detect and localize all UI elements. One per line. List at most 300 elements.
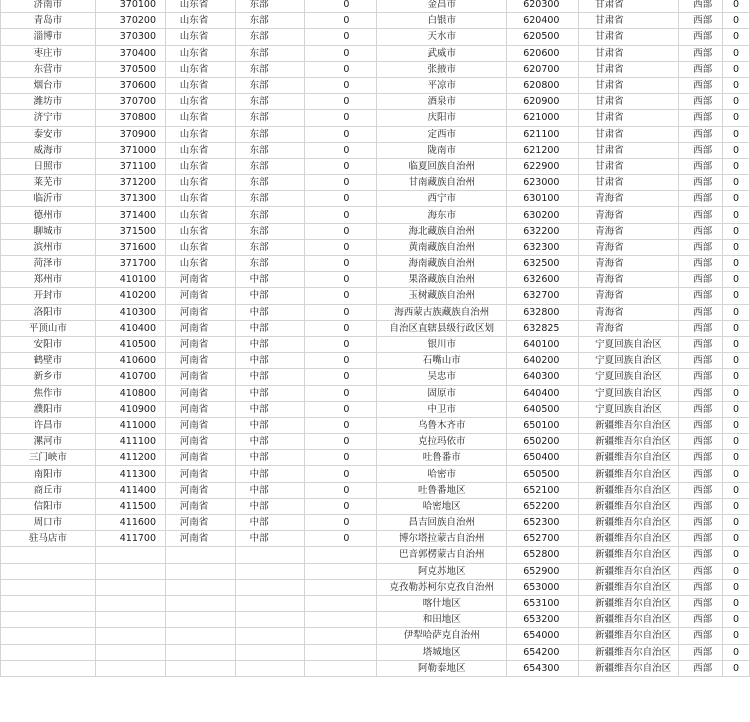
province-cell[interactable]: 山东省 [165, 191, 235, 207]
province-cell[interactable]: 河南省 [165, 450, 235, 466]
province-cell[interactable]: 河南省 [165, 434, 235, 450]
city-cell[interactable]: 酒泉市 [377, 94, 507, 110]
province-cell[interactable]: 宁夏回族自治区 [579, 336, 679, 352]
code-cell[interactable] [95, 644, 165, 660]
region-cell[interactable]: 西部 [679, 142, 723, 158]
region-cell[interactable]: 西部 [679, 13, 723, 29]
flag-cell[interactable]: 0 [305, 353, 377, 369]
code-cell[interactable]: 411700 [95, 531, 165, 547]
flag-cell[interactable]: 0 [305, 320, 377, 336]
province-cell[interactable]: 甘肃省 [579, 0, 679, 13]
flag-cell[interactable]: 0 [305, 29, 377, 45]
code-cell[interactable]: 632825 [507, 320, 579, 336]
code-cell[interactable]: 620700 [507, 61, 579, 77]
code-cell[interactable]: 640500 [507, 401, 579, 417]
code-cell[interactable]: 621200 [507, 142, 579, 158]
region-cell[interactable] [235, 563, 305, 579]
flag-cell[interactable]: 0 [723, 94, 750, 110]
province-cell[interactable]: 河南省 [165, 466, 235, 482]
flag-cell[interactable]: 0 [723, 61, 750, 77]
code-cell[interactable]: 632600 [507, 272, 579, 288]
flag-cell[interactable]: 0 [305, 369, 377, 385]
province-cell[interactable] [165, 595, 235, 611]
code-cell[interactable]: 410100 [95, 272, 165, 288]
code-cell[interactable] [95, 660, 165, 676]
flag-cell[interactable]: 0 [723, 13, 750, 29]
region-cell[interactable] [235, 612, 305, 628]
flag-cell[interactable]: 0 [723, 531, 750, 547]
province-cell[interactable]: 山东省 [165, 158, 235, 174]
region-cell[interactable]: 中部 [235, 450, 305, 466]
province-cell[interactable]: 青海省 [579, 191, 679, 207]
code-cell[interactable]: 640200 [507, 353, 579, 369]
city-cell[interactable]: 潍坊市 [1, 94, 96, 110]
city-cell[interactable]: 吴忠市 [377, 369, 507, 385]
region-cell[interactable]: 西部 [679, 434, 723, 450]
flag-cell[interactable]: 0 [723, 191, 750, 207]
city-cell[interactable]: 郑州市 [1, 272, 96, 288]
province-cell[interactable]: 甘肃省 [579, 45, 679, 61]
flag-cell[interactable]: 0 [305, 158, 377, 174]
flag-cell[interactable]: 0 [723, 288, 750, 304]
province-cell[interactable]: 青海省 [579, 207, 679, 223]
flag-cell[interactable]: 0 [723, 660, 750, 676]
region-cell[interactable]: 西部 [679, 644, 723, 660]
flag-cell[interactable]: 0 [305, 304, 377, 320]
code-cell[interactable]: 620900 [507, 94, 579, 110]
region-cell[interactable]: 东部 [235, 256, 305, 272]
code-cell[interactable]: 653100 [507, 595, 579, 611]
code-cell[interactable]: 411300 [95, 466, 165, 482]
province-cell[interactable]: 河南省 [165, 336, 235, 352]
province-cell[interactable]: 新疆维吾尔自治区 [579, 482, 679, 498]
region-cell[interactable]: 东部 [235, 61, 305, 77]
province-cell[interactable]: 河南省 [165, 288, 235, 304]
province-cell[interactable]: 山东省 [165, 13, 235, 29]
province-cell[interactable]: 新疆维吾尔自治区 [579, 660, 679, 676]
province-cell[interactable] [165, 579, 235, 595]
code-cell[interactable] [95, 628, 165, 644]
code-cell[interactable]: 371700 [95, 256, 165, 272]
code-cell[interactable]: 370500 [95, 61, 165, 77]
flag-cell[interactable] [305, 660, 377, 676]
flag-cell[interactable]: 0 [305, 401, 377, 417]
region-cell[interactable]: 西部 [679, 531, 723, 547]
flag-cell[interactable]: 0 [305, 191, 377, 207]
region-cell[interactable]: 东部 [235, 207, 305, 223]
flag-cell[interactable]: 0 [723, 320, 750, 336]
code-cell[interactable]: 411000 [95, 417, 165, 433]
flag-cell[interactable]: 0 [305, 61, 377, 77]
flag-cell[interactable]: 0 [723, 272, 750, 288]
region-cell[interactable]: 西部 [679, 158, 723, 174]
region-cell[interactable]: 东部 [235, 13, 305, 29]
city-cell[interactable]: 海南藏族自治州 [377, 256, 507, 272]
city-cell[interactable]: 烟台市 [1, 77, 96, 93]
region-cell[interactable]: 中部 [235, 482, 305, 498]
flag-cell[interactable]: 0 [305, 385, 377, 401]
flag-cell[interactable]: 0 [723, 612, 750, 628]
city-cell[interactable]: 周口市 [1, 515, 96, 531]
code-cell[interactable]: 410400 [95, 320, 165, 336]
city-cell[interactable]: 焦作市 [1, 385, 96, 401]
city-cell[interactable]: 巴音郭楞蒙古自治州 [377, 547, 507, 563]
flag-cell[interactable] [305, 563, 377, 579]
flag-cell[interactable] [305, 595, 377, 611]
code-cell[interactable]: 370900 [95, 126, 165, 142]
flag-cell[interactable]: 0 [305, 515, 377, 531]
region-cell[interactable]: 中部 [235, 515, 305, 531]
city-cell[interactable]: 陇南市 [377, 142, 507, 158]
region-cell[interactable]: 东部 [235, 239, 305, 255]
flag-cell[interactable]: 0 [723, 369, 750, 385]
region-cell[interactable]: 东部 [235, 175, 305, 191]
flag-cell[interactable]: 0 [723, 304, 750, 320]
flag-cell[interactable]: 0 [305, 417, 377, 433]
flag-cell[interactable]: 0 [723, 29, 750, 45]
region-cell[interactable] [235, 579, 305, 595]
city-cell[interactable] [1, 644, 96, 660]
flag-cell[interactable]: 0 [723, 158, 750, 174]
province-cell[interactable]: 新疆维吾尔自治区 [579, 628, 679, 644]
code-cell[interactable]: 411600 [95, 515, 165, 531]
city-cell[interactable]: 海西蒙古族藏族自治州 [377, 304, 507, 320]
city-cell[interactable] [1, 547, 96, 563]
province-cell[interactable]: 山东省 [165, 0, 235, 13]
city-cell[interactable]: 南阳市 [1, 466, 96, 482]
city-cell[interactable]: 天水市 [377, 29, 507, 45]
region-cell[interactable]: 西部 [679, 256, 723, 272]
region-cell[interactable]: 西部 [679, 612, 723, 628]
region-cell[interactable]: 西部 [679, 482, 723, 498]
city-cell[interactable]: 阿克苏地区 [377, 563, 507, 579]
flag-cell[interactable]: 0 [305, 0, 377, 13]
region-cell[interactable]: 东部 [235, 142, 305, 158]
city-cell[interactable]: 平凉市 [377, 77, 507, 93]
flag-cell[interactable]: 0 [723, 126, 750, 142]
city-cell[interactable]: 伊犁哈萨克自治州 [377, 628, 507, 644]
city-cell[interactable]: 开封市 [1, 288, 96, 304]
city-cell[interactable]: 西宁市 [377, 191, 507, 207]
city-cell[interactable]: 黄南藏族自治州 [377, 239, 507, 255]
province-cell[interactable]: 新疆维吾尔自治区 [579, 547, 679, 563]
flag-cell[interactable]: 0 [723, 142, 750, 158]
region-cell[interactable]: 西部 [679, 94, 723, 110]
code-cell[interactable]: 620500 [507, 29, 579, 45]
region-cell[interactable]: 西部 [679, 563, 723, 579]
flag-cell[interactable]: 0 [305, 272, 377, 288]
province-cell[interactable]: 甘肃省 [579, 158, 679, 174]
flag-cell[interactable]: 0 [723, 547, 750, 563]
region-cell[interactable]: 中部 [235, 288, 305, 304]
code-cell[interactable]: 640300 [507, 369, 579, 385]
region-cell[interactable]: 西部 [679, 126, 723, 142]
province-cell[interactable]: 新疆维吾尔自治区 [579, 644, 679, 660]
code-cell[interactable]: 650200 [507, 434, 579, 450]
province-cell[interactable]: 河南省 [165, 272, 235, 288]
code-cell[interactable]: 632500 [507, 256, 579, 272]
code-cell[interactable]: 654000 [507, 628, 579, 644]
province-cell[interactable]: 宁夏回族自治区 [579, 353, 679, 369]
city-cell[interactable]: 吐鲁番市 [377, 450, 507, 466]
region-cell[interactable]: 东部 [235, 191, 305, 207]
flag-cell[interactable]: 0 [305, 450, 377, 466]
region-cell[interactable]: 东部 [235, 126, 305, 142]
region-cell[interactable]: 东部 [235, 77, 305, 93]
region-cell[interactable]: 中部 [235, 369, 305, 385]
region-cell[interactable]: 中部 [235, 401, 305, 417]
flag-cell[interactable]: 0 [723, 175, 750, 191]
flag-cell[interactable]: 0 [723, 336, 750, 352]
region-cell[interactable]: 西部 [679, 191, 723, 207]
province-cell[interactable]: 甘肃省 [579, 13, 679, 29]
city-cell[interactable]: 威海市 [1, 142, 96, 158]
region-cell[interactable]: 西部 [679, 628, 723, 644]
flag-cell[interactable] [305, 612, 377, 628]
region-cell[interactable]: 西部 [679, 417, 723, 433]
flag-cell[interactable]: 0 [723, 0, 750, 13]
region-cell[interactable] [235, 547, 305, 563]
province-cell[interactable]: 新疆维吾尔自治区 [579, 531, 679, 547]
region-cell[interactable]: 中部 [235, 272, 305, 288]
flag-cell[interactable]: 0 [305, 207, 377, 223]
province-cell[interactable]: 青海省 [579, 272, 679, 288]
city-cell[interactable]: 武威市 [377, 45, 507, 61]
flag-cell[interactable]: 0 [305, 223, 377, 239]
province-cell[interactable]: 河南省 [165, 320, 235, 336]
region-cell[interactable]: 西部 [679, 515, 723, 531]
province-cell[interactable]: 甘肃省 [579, 77, 679, 93]
flag-cell[interactable]: 0 [305, 434, 377, 450]
city-cell[interactable]: 平顶山市 [1, 320, 96, 336]
city-cell[interactable]: 博尔塔拉蒙古自治州 [377, 531, 507, 547]
region-cell[interactable] [235, 628, 305, 644]
region-cell[interactable]: 西部 [679, 45, 723, 61]
flag-cell[interactable]: 0 [723, 579, 750, 595]
region-cell[interactable]: 东部 [235, 110, 305, 126]
flag-cell[interactable]: 0 [723, 644, 750, 660]
region-cell[interactable]: 西部 [679, 29, 723, 45]
province-cell[interactable]: 宁夏回族自治区 [579, 385, 679, 401]
city-cell[interactable]: 玉树藏族自治州 [377, 288, 507, 304]
region-cell[interactable]: 西部 [679, 223, 723, 239]
region-cell[interactable]: 西部 [679, 61, 723, 77]
flag-cell[interactable]: 0 [723, 563, 750, 579]
province-cell[interactable]: 青海省 [579, 239, 679, 255]
province-cell[interactable]: 青海省 [579, 288, 679, 304]
province-cell[interactable]: 甘肃省 [579, 110, 679, 126]
city-cell[interactable]: 白银市 [377, 13, 507, 29]
region-cell[interactable]: 西部 [679, 660, 723, 676]
flag-cell[interactable]: 0 [305, 256, 377, 272]
region-cell[interactable] [235, 595, 305, 611]
flag-cell[interactable]: 0 [305, 531, 377, 547]
province-cell[interactable]: 山东省 [165, 223, 235, 239]
province-cell[interactable]: 新疆维吾尔自治区 [579, 612, 679, 628]
code-cell[interactable]: 650100 [507, 417, 579, 433]
province-cell[interactable]: 山东省 [165, 45, 235, 61]
city-cell[interactable]: 塔城地区 [377, 644, 507, 660]
flag-cell[interactable]: 0 [305, 288, 377, 304]
code-cell[interactable]: 653200 [507, 612, 579, 628]
province-cell[interactable]: 河南省 [165, 531, 235, 547]
province-cell[interactable]: 山东省 [165, 126, 235, 142]
city-cell[interactable]: 吐鲁番地区 [377, 482, 507, 498]
flag-cell[interactable] [305, 644, 377, 660]
city-cell[interactable]: 新乡市 [1, 369, 96, 385]
region-cell[interactable]: 西部 [679, 272, 723, 288]
region-cell[interactable]: 东部 [235, 158, 305, 174]
province-cell[interactable]: 河南省 [165, 304, 235, 320]
city-cell[interactable]: 阿勒泰地区 [377, 660, 507, 676]
flag-cell[interactable]: 0 [723, 515, 750, 531]
code-cell[interactable]: 630200 [507, 207, 579, 223]
code-cell[interactable]: 652100 [507, 482, 579, 498]
code-cell[interactable]: 650500 [507, 466, 579, 482]
flag-cell[interactable]: 0 [723, 417, 750, 433]
city-cell[interactable]: 枣庄市 [1, 45, 96, 61]
flag-cell[interactable]: 0 [723, 482, 750, 498]
flag-cell[interactable]: 0 [305, 126, 377, 142]
region-cell[interactable] [235, 644, 305, 660]
province-cell[interactable] [165, 563, 235, 579]
province-cell[interactable]: 河南省 [165, 401, 235, 417]
province-cell[interactable]: 甘肃省 [579, 126, 679, 142]
city-cell[interactable]: 青岛市 [1, 13, 96, 29]
city-cell[interactable]: 喀什地区 [377, 595, 507, 611]
city-cell[interactable]: 庆阳市 [377, 110, 507, 126]
code-cell[interactable]: 371100 [95, 158, 165, 174]
flag-cell[interactable]: 0 [305, 77, 377, 93]
city-cell[interactable] [1, 612, 96, 628]
flag-cell[interactable]: 0 [723, 77, 750, 93]
province-cell[interactable]: 新疆维吾尔自治区 [579, 579, 679, 595]
city-cell[interactable]: 莱芜市 [1, 175, 96, 191]
city-cell[interactable] [1, 579, 96, 595]
code-cell[interactable]: 652300 [507, 515, 579, 531]
region-cell[interactable]: 西部 [679, 110, 723, 126]
code-cell[interactable]: 410300 [95, 304, 165, 320]
flag-cell[interactable]: 0 [723, 239, 750, 255]
code-cell[interactable] [95, 612, 165, 628]
city-cell[interactable]: 信阳市 [1, 498, 96, 514]
code-cell[interactable]: 410200 [95, 288, 165, 304]
flag-cell[interactable]: 0 [305, 466, 377, 482]
region-cell[interactable] [235, 660, 305, 676]
flag-cell[interactable]: 0 [305, 482, 377, 498]
city-cell[interactable]: 濮阳市 [1, 401, 96, 417]
province-cell[interactable]: 甘肃省 [579, 94, 679, 110]
code-cell[interactable]: 652200 [507, 498, 579, 514]
code-cell[interactable]: 410900 [95, 401, 165, 417]
city-cell[interactable]: 固原市 [377, 385, 507, 401]
province-cell[interactable]: 山东省 [165, 142, 235, 158]
city-cell[interactable]: 中卫市 [377, 401, 507, 417]
flag-cell[interactable]: 0 [305, 142, 377, 158]
city-cell[interactable]: 果洛藏族自治州 [377, 272, 507, 288]
code-cell[interactable]: 632300 [507, 239, 579, 255]
city-cell[interactable]: 定西市 [377, 126, 507, 142]
code-cell[interactable]: 632800 [507, 304, 579, 320]
code-cell[interactable]: 623000 [507, 175, 579, 191]
city-cell[interactable]: 银川市 [377, 336, 507, 352]
province-cell[interactable]: 甘肃省 [579, 61, 679, 77]
province-cell[interactable]: 新疆维吾尔自治区 [579, 417, 679, 433]
region-cell[interactable]: 西部 [679, 336, 723, 352]
code-cell[interactable]: 621100 [507, 126, 579, 142]
province-cell[interactable]: 新疆维吾尔自治区 [579, 563, 679, 579]
code-cell[interactable]: 371600 [95, 239, 165, 255]
region-cell[interactable]: 中部 [235, 336, 305, 352]
flag-cell[interactable]: 0 [723, 498, 750, 514]
flag-cell[interactable]: 0 [723, 595, 750, 611]
province-cell[interactable]: 山东省 [165, 77, 235, 93]
code-cell[interactable]: 632700 [507, 288, 579, 304]
code-cell[interactable]: 371300 [95, 191, 165, 207]
code-cell[interactable]: 653000 [507, 579, 579, 595]
province-cell[interactable]: 新疆维吾尔自治区 [579, 498, 679, 514]
city-cell[interactable]: 日照市 [1, 158, 96, 174]
province-cell[interactable]: 河南省 [165, 515, 235, 531]
city-cell[interactable]: 聊城市 [1, 223, 96, 239]
province-cell[interactable]: 青海省 [579, 256, 679, 272]
region-cell[interactable]: 西部 [679, 369, 723, 385]
province-cell[interactable]: 新疆维吾尔自治区 [579, 434, 679, 450]
city-cell[interactable]: 昌吉回族自治州 [377, 515, 507, 531]
flag-cell[interactable] [305, 547, 377, 563]
code-cell[interactable]: 411400 [95, 482, 165, 498]
province-cell[interactable]: 新疆维吾尔自治区 [579, 466, 679, 482]
province-cell[interactable]: 甘肃省 [579, 142, 679, 158]
city-cell[interactable]: 德州市 [1, 207, 96, 223]
code-cell[interactable]: 621000 [507, 110, 579, 126]
city-cell[interactable]: 临沂市 [1, 191, 96, 207]
province-cell[interactable]: 河南省 [165, 498, 235, 514]
code-cell[interactable]: 411500 [95, 498, 165, 514]
code-cell[interactable]: 370600 [95, 77, 165, 93]
region-cell[interactable]: 西部 [679, 353, 723, 369]
flag-cell[interactable]: 0 [723, 434, 750, 450]
region-cell[interactable]: 东部 [235, 94, 305, 110]
code-cell[interactable]: 371000 [95, 142, 165, 158]
region-cell[interactable]: 中部 [235, 320, 305, 336]
city-cell[interactable]: 淄博市 [1, 29, 96, 45]
flag-cell[interactable]: 0 [723, 385, 750, 401]
code-cell[interactable]: 640100 [507, 336, 579, 352]
city-cell[interactable]: 自治区直辖县级行政区划 [377, 320, 507, 336]
code-cell[interactable] [95, 595, 165, 611]
code-cell[interactable]: 652900 [507, 563, 579, 579]
flag-cell[interactable]: 0 [723, 256, 750, 272]
code-cell[interactable]: 640400 [507, 385, 579, 401]
city-cell[interactable]: 洛阳市 [1, 304, 96, 320]
city-cell[interactable]: 乌鲁木齐市 [377, 417, 507, 433]
province-cell[interactable]: 山东省 [165, 207, 235, 223]
region-cell[interactable]: 中部 [235, 498, 305, 514]
region-cell[interactable]: 西部 [679, 304, 723, 320]
region-cell[interactable]: 西部 [679, 547, 723, 563]
province-cell[interactable]: 河南省 [165, 385, 235, 401]
province-cell[interactable]: 新疆维吾尔自治区 [579, 595, 679, 611]
region-cell[interactable]: 西部 [679, 0, 723, 13]
flag-cell[interactable]: 0 [305, 45, 377, 61]
code-cell[interactable]: 652800 [507, 547, 579, 563]
code-cell[interactable]: 410700 [95, 369, 165, 385]
city-cell[interactable] [1, 628, 96, 644]
city-cell[interactable]: 克拉玛依市 [377, 434, 507, 450]
city-cell[interactable]: 海东市 [377, 207, 507, 223]
code-cell[interactable]: 370400 [95, 45, 165, 61]
